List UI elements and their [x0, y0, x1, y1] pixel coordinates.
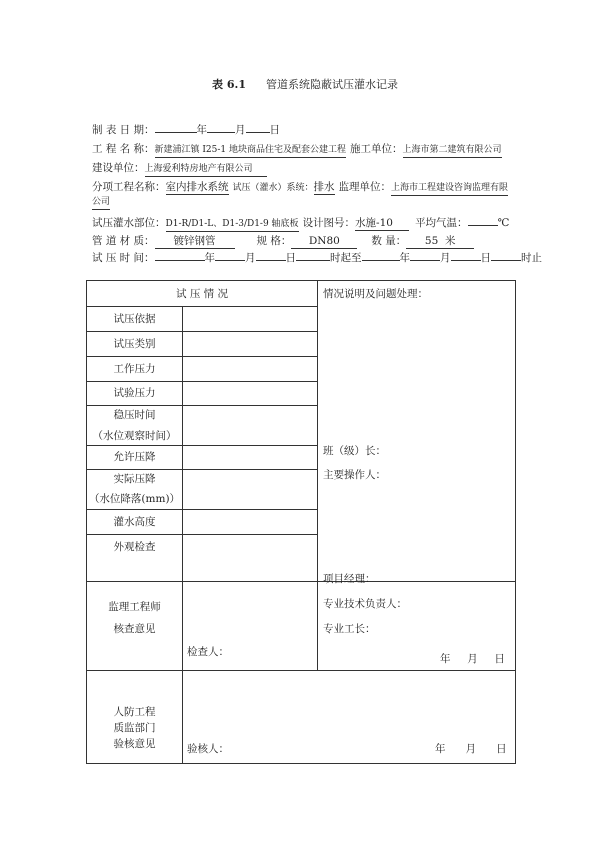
test-time-label: 试 压 时 间： [92, 252, 155, 264]
temperature-unit: ℃ [497, 217, 510, 229]
divider [87, 581, 515, 582]
supervision-date: 年 月 日 [440, 653, 505, 665]
civil-defense-date: 年 月 日 [435, 743, 507, 755]
date-year-blank [155, 132, 197, 133]
builder-value: 上海爱利特房地产有限公司 [145, 163, 267, 177]
row-label-appearance: 外观检查 [113, 541, 156, 553]
divider [87, 534, 317, 535]
table-name: 管道系统隐蔽试压灌水记录 [265, 78, 398, 91]
tech-lead-label: 专业技术负责人： [323, 598, 407, 610]
location-row [92, 215, 509, 232]
divider [317, 581, 318, 670]
divider [87, 509, 317, 510]
civil-defense-label-3: 验核意见 [113, 738, 156, 750]
spec-value: DN80 [291, 235, 357, 249]
row-label-water-drop: （水位降落(mm)） [88, 493, 181, 505]
location-label: 试压灌水部位： [92, 217, 166, 229]
divider [87, 381, 317, 382]
supervisor-value: 上海市工程建设咨询监理有限 [391, 182, 508, 196]
test-time-row: 试 压 时 间： 年 月 日 时起至 年 月 日 时止 [92, 252, 543, 264]
supervisor-continued: 公司 [92, 196, 110, 210]
divider [182, 306, 183, 581]
foreman-label: 专业工长： [323, 623, 376, 635]
location-value: D1-R/D1-L、D1-3/D1-9 轴底板 [166, 218, 299, 232]
civil-defense-label-1: 人防工程 [113, 706, 156, 718]
material-row [92, 233, 474, 249]
divider [87, 306, 317, 307]
contractor-value: 上海市第二建筑有限公司 [403, 144, 502, 158]
project-row [92, 141, 502, 158]
pm-label: 项目经理： [323, 573, 376, 585]
contractor-label: 施工单位： [350, 143, 403, 155]
date-month-blank [207, 132, 235, 133]
verifier-label: 验核人： [187, 743, 229, 755]
divider [87, 356, 317, 357]
builder-row [92, 160, 267, 177]
left-header: 试 压 情 况 [175, 288, 228, 300]
row-label-observe-time: （水位观察时间） [92, 430, 177, 442]
row-label-fill-height: 灌水高度 [113, 516, 156, 528]
row-label-actual-drop: 实际压降 [113, 473, 156, 485]
row-label-allowed-drop: 允许压降 [113, 451, 156, 463]
leader-label: 班（级）长： [323, 445, 386, 457]
material-label: 管 道 材 质： [92, 235, 155, 247]
page-title [212, 76, 398, 92]
temperature-blank [468, 225, 498, 226]
subproject-label: 分项工程名称： [92, 181, 166, 193]
drawing-value: 水施-10 [355, 217, 409, 231]
divider [87, 670, 515, 671]
operator-label: 主要操作人： [323, 469, 386, 481]
row-label-test-pressure: 试验压力 [113, 387, 156, 399]
drawing-label: 设计图号： [302, 217, 356, 229]
date-label: 制 表 日 期： [92, 124, 155, 136]
table-number: 表 6.1 [212, 78, 246, 91]
subproject-row [92, 179, 508, 196]
quantity-value: 55 [424, 235, 439, 247]
quantity-label: 数 量： [371, 235, 407, 247]
supervisor-label: 监理单位： [338, 181, 392, 193]
spec-label: 规 格： [256, 235, 292, 247]
subproject-value: 室内排水系统 [165, 181, 229, 193]
project-value: 新建浦江镇 I25-1 地块商品住宅及配套公建工程 [155, 144, 347, 158]
quantity-unit: 米 [444, 235, 456, 247]
supervision-label-1: 监理工程师 [108, 601, 161, 613]
record-table [86, 280, 516, 764]
row-label-working-pressure: 工作压力 [113, 363, 156, 375]
right-header: 情况说明及问题处理： [323, 288, 428, 300]
test-system-value: 排水 [313, 181, 335, 193]
divider [317, 281, 318, 581]
civil-defense-label-2: 质监部门 [113, 722, 156, 734]
row-label-basis: 试压依据 [113, 313, 156, 325]
builder-label: 建设单位： [92, 162, 145, 174]
material-value: 镀锌钢管 [155, 235, 235, 249]
temperature-label: 平均气温： [415, 217, 468, 229]
supervision-label-2: 核查意见 [113, 623, 156, 635]
test-system-label: 试压（灌水）系统： [232, 183, 314, 193]
row-label-type: 试压类别 [113, 338, 156, 350]
checker-label: 检查人： [187, 646, 229, 658]
divider [87, 331, 317, 332]
date-day-blank [246, 132, 270, 133]
date-row: 制 表 日 期： 年 月 日 [92, 124, 281, 136]
divider [182, 581, 183, 764]
row-label-hold-time: 稳压时间 [113, 409, 156, 421]
project-label: 工 程 名 称： [92, 143, 155, 155]
